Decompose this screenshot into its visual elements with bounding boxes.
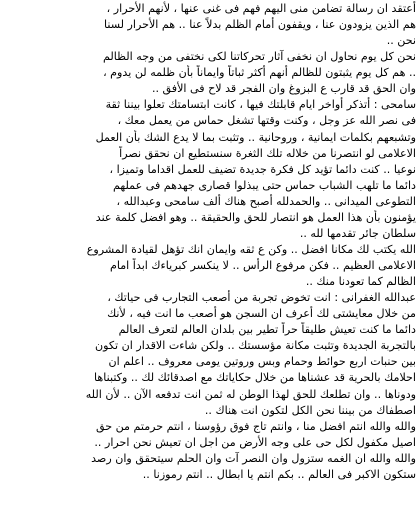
- text-line: ستكون الاكبر فى العالم .. بكم انتم يا ابطال .. انتم رموزنا ..: [142, 467, 416, 481]
- text-line: الله يكتب لك مكانا افضل .. وكن ع ثقه وايمان انك تؤهل لقيادة المشروع: [86, 242, 416, 256]
- text-line: وتشبعهم بكلمات ايمانية ، وروحانية .. وتثبت بما لا يدع الشك بأن العمل: [95, 130, 416, 144]
- document-body: [4, 1, 416, 483]
- text-line: دائما ما كنت تعيش طليقاً حراً تطير بين بلدان العالم لتعرف العالم: [118, 323, 416, 337]
- text-line: يؤمنون بأن هذا العمل هو انتصار للحق والحقيقة .. وهو افضل كلمة عند: [95, 210, 416, 224]
- text-line: الاعلامى لو انتصرنا من خلاله تلك الثغرة سنستطيع ان نحقق نصراً: [119, 146, 416, 160]
- text-line: سلطان جائر تقدمها لله ..: [299, 226, 416, 240]
- text-line: أعتقد ان رسالة تضامن منى اليهم فهم فى غنى عنها ، لأنهم الأحرار ،: [106, 2, 416, 15]
- text-line: التطوعى الميدانى .. والحمدلله أصبح هناك ألف سامحى وعبدالله ،: [116, 194, 416, 208]
- text-line: نحن كل يوم نحاول ان نخفى آثار تحركاتنا لكى نختفى من وجه الظالم: [103, 50, 416, 64]
- text-line: بين حنبات اربع حوائط وحمام وبس وروتين يومى معروف .. اعلم ان: [108, 355, 416, 369]
- text-line: الظالم كما تعودنا منك ..: [305, 275, 416, 289]
- text-line: وان الحق قد قارب ع البزوغ وان الفجر قد لاح فى الأفق ..: [151, 82, 416, 96]
- text-line: سامحى : أتذكر أواخر ايام قابلتك فيها ، كانت ابتسامتك تعلوا بيننا ثقة: [105, 98, 416, 112]
- text-line: نوعيا .. كنت دائما تؤيد كل فكرة جديدة تضيف للعمل اقداما وتميزا ،: [109, 162, 416, 176]
- text-line: والله والله ان الغمه ستزول وان النصر آت وان الحلم سيتحقق وان رصد: [91, 451, 416, 465]
- text-line: اصطفاك من بيننا نحن الكل لتكون انت هناك ..: [204, 403, 416, 417]
- text-line: بالتجربة الجديدة وتثبت مكانة مؤسستك .. ولكن شاءت الاقدار ان تكون: [94, 339, 416, 353]
- text-line: فى نصر الله عز وجل ، وكنت وقتها تشغل حماس من يعمل معك ،: [117, 114, 416, 128]
- text-line: والله والله انتم افضل منا ، وانتم تاج فوق رؤوسنا ، انتم حرمتم من حق: [95, 419, 416, 433]
- text-line: ودوناها .. وان تطلعك للحق لهذا الوطن له ثمن انت تدفعه الآن .. لأن الله: [85, 387, 416, 401]
- text-line: .. هم كل يوم يثبتون للظالم أنهم أكثر ثباتاً وايماناً بأن ظلمه لن يدوم ،: [103, 66, 416, 80]
- text-line: الاعلامى العظيم .. فكن مرفوع الرأس .. لا ينكسر كبرياءك ابداً امام: [109, 259, 416, 272]
- text-line: نحن ..: [386, 34, 416, 48]
- text-line: دائما ما تلهب الشباب حماس حتى يبذلوا قصارى جهدهم فى عملهم: [112, 178, 416, 192]
- text-line: اصيل مكفول لكل حى على وجه الأرض من اجل ان تعيش نحن احرار ..: [94, 435, 416, 449]
- text-line: من خلال معايشتى لك أعرف ان السجن هو أصعب ما انت فيه ، لأنك: [107, 307, 416, 321]
- text-line: هم الذين يزودون عنا ، ويقفون أمام الظلم بدلاً عنا .. هم الأحرار لسنا: [104, 18, 416, 32]
- text-line: عبدالله الغفرانى : انت تخوض تجربة من أصعب التجارب فى حياتك ،: [107, 291, 416, 305]
- text-line: احلامك بالحرية قد عشناها من خلال حكاياتك مع اصدقائك لك .. وكتبناها: [94, 371, 416, 385]
